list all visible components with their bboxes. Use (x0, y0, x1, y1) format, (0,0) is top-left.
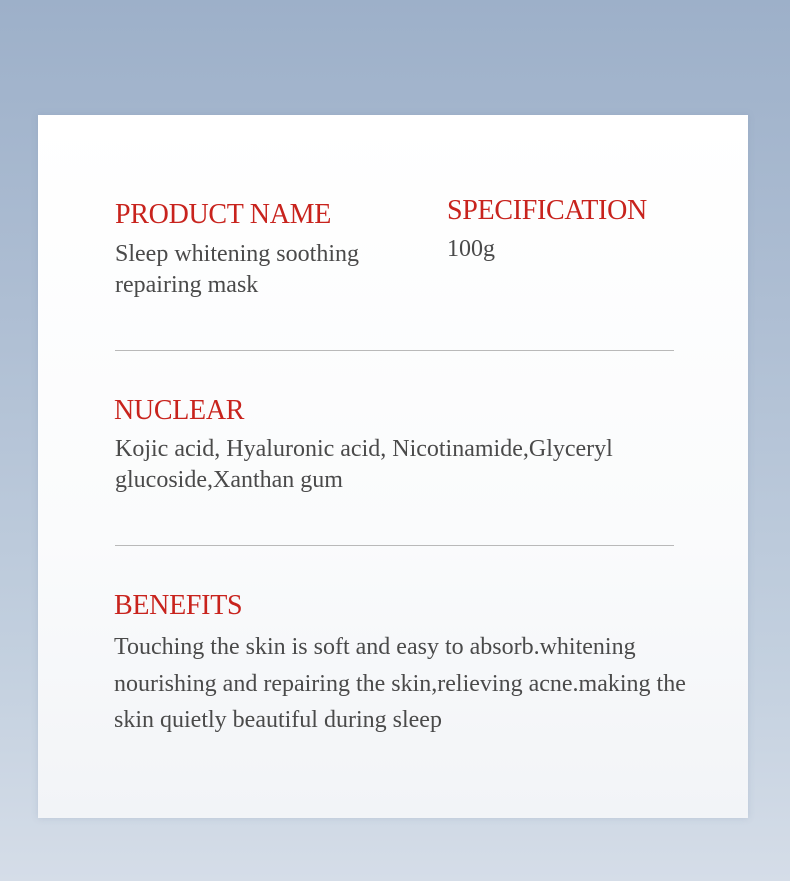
divider (115, 350, 674, 351)
nuclear-heading: NUCLEAR (114, 395, 245, 426)
nuclear-value: Kojic acid, Hyaluronic acid, Nicotinamide,Glyceryl glucoside,Xanthan gum (115, 436, 613, 493)
product-name-heading: PRODUCT NAME (115, 199, 332, 230)
product-name-value: Sleep whitening soothing repairing mask (115, 241, 359, 298)
divider (115, 545, 674, 546)
product-info-card (38, 115, 748, 818)
specification-heading: SPECIFICATION (447, 195, 647, 226)
benefits-value: Touching the skin is soft and easy to absorb.whitening nourishing and repairing the skin,relieving acne.making the skin quietly beautiful during sleep (114, 634, 686, 733)
benefits-heading: BENEFITS (114, 590, 243, 621)
specification-value: 100g (447, 236, 495, 262)
